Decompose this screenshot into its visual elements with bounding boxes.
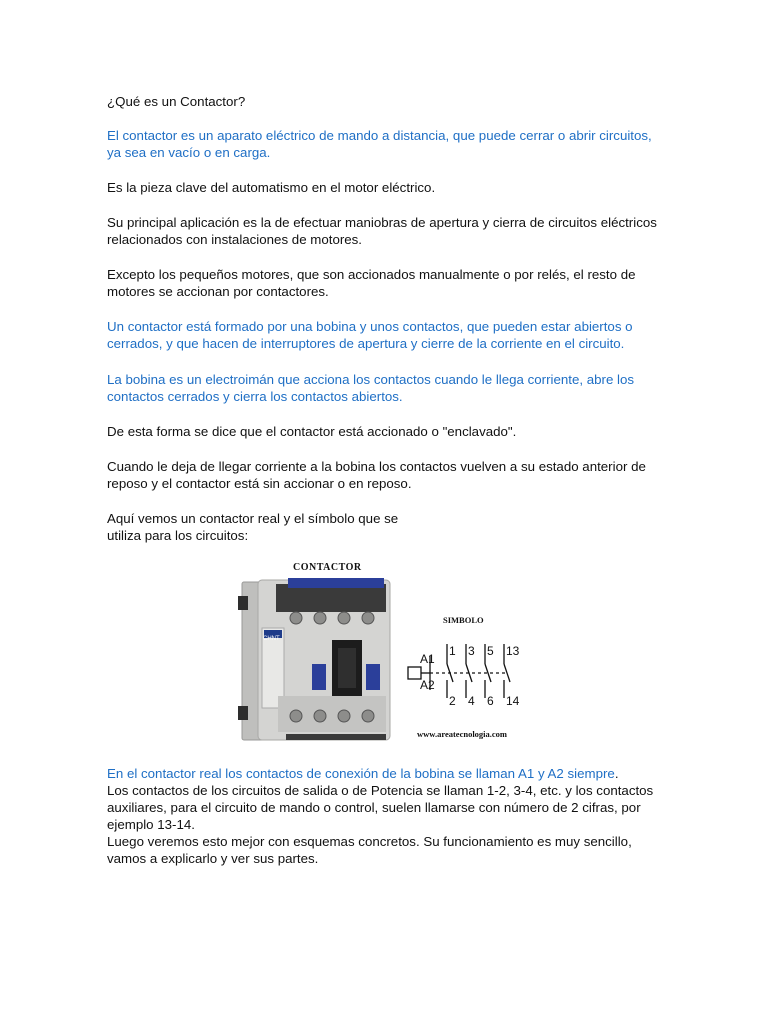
terminal-top-13: 13 bbox=[506, 644, 520, 658]
terminals-power-sentence: Los contactos de los circuitos de salida o de Potencia se llaman 1-2, 3-4, etc. y los contactos auxiliares, para el circuito de mando o control, suelen llamarse con número de 2 cifras, por ejemplo 13-14. bbox=[107, 783, 654, 832]
paragraph-composition: Un contactor está formado por una bobina y unos contactos, que pueden estar abiertos o cerrados, y que hacen de interruptores de apertura y cierre de la corriente en el circuito. bbox=[107, 319, 633, 351]
terminals-closing-sentence: Luego veremos esto mejor con esquemas concretos. Su funcionamiento es muy sencillo, vamos a explicarlo y ver sus partes. bbox=[107, 834, 632, 866]
figure-url: www.areatecnologia.com bbox=[417, 729, 508, 739]
paragraph-enclavado: De esta forma se dice que el contactor está accionado o "enclavado". bbox=[107, 424, 517, 439]
terminal-bottom-6: 6 bbox=[487, 694, 494, 708]
contactor-figure bbox=[238, 556, 530, 750]
symbol-title: SIMBOLO bbox=[443, 615, 484, 625]
paragraph-coil: La bobina es un electroimán que acciona los contactos cuando le llega corriente, abre los contactos cerrados y cierra los contactos abiertos. bbox=[107, 372, 635, 404]
paragraph-terminals bbox=[107, 765, 667, 867]
terminal-bottom-14: 14 bbox=[506, 694, 520, 708]
paragraph-application: Su principal aplicación es la de efectuar maniobras de apertura y cierra de circuitos eléctricos relacionados con instalaciones de motores. bbox=[107, 215, 657, 247]
terminal-bottom-4: 4 bbox=[468, 694, 475, 708]
coil-label-a1: A1 bbox=[420, 652, 435, 666]
terminals-coil-period: . bbox=[614, 766, 619, 781]
image-intro-line-2: utiliza para los circuitos: bbox=[107, 528, 249, 543]
terminal-top-5: 5 bbox=[487, 644, 494, 658]
contactor-illustration bbox=[238, 556, 530, 750]
contactor-photo bbox=[238, 578, 390, 740]
paragraph-image-intro bbox=[107, 510, 407, 544]
heading: ¿Qué es un Contactor? bbox=[107, 94, 246, 109]
paragraph-motors: Excepto los pequeños motores, que son accionados manualmente o por relés, el resto de motores se accionan por contactores. bbox=[107, 267, 636, 299]
terminal-top-1: 1 bbox=[449, 644, 456, 658]
paragraph-key-piece: Es la pieza clave del automatismo en el motor eléctrico. bbox=[107, 180, 436, 195]
image-intro-line-1: Aquí vemos un contactor real y el símbolo que se bbox=[107, 511, 399, 526]
terminal-bottom-2: 2 bbox=[449, 694, 456, 708]
paragraph-definition: El contactor es un aparato eléctrico de mando a distancia, que puede cerrar o abrir circuitos, ya sea en vacío o en carga. bbox=[107, 128, 652, 160]
terminals-coil-sentence: En el contactor real los contactos de conexión de la bobina se llaman A1 y A2 siempre bbox=[107, 766, 615, 781]
terminal-top-3: 3 bbox=[468, 644, 475, 658]
paragraph-rest-state: Cuando le deja de llegar corriente a la bobina los contactos vuelven a su estado anterior de reposo y el contactor está sin accionar o en reposo. bbox=[107, 459, 646, 491]
figure-title: CONTACTOR bbox=[293, 562, 362, 573]
brand-label: CHNT bbox=[263, 636, 280, 642]
coil-label-a2: A2 bbox=[420, 678, 435, 692]
